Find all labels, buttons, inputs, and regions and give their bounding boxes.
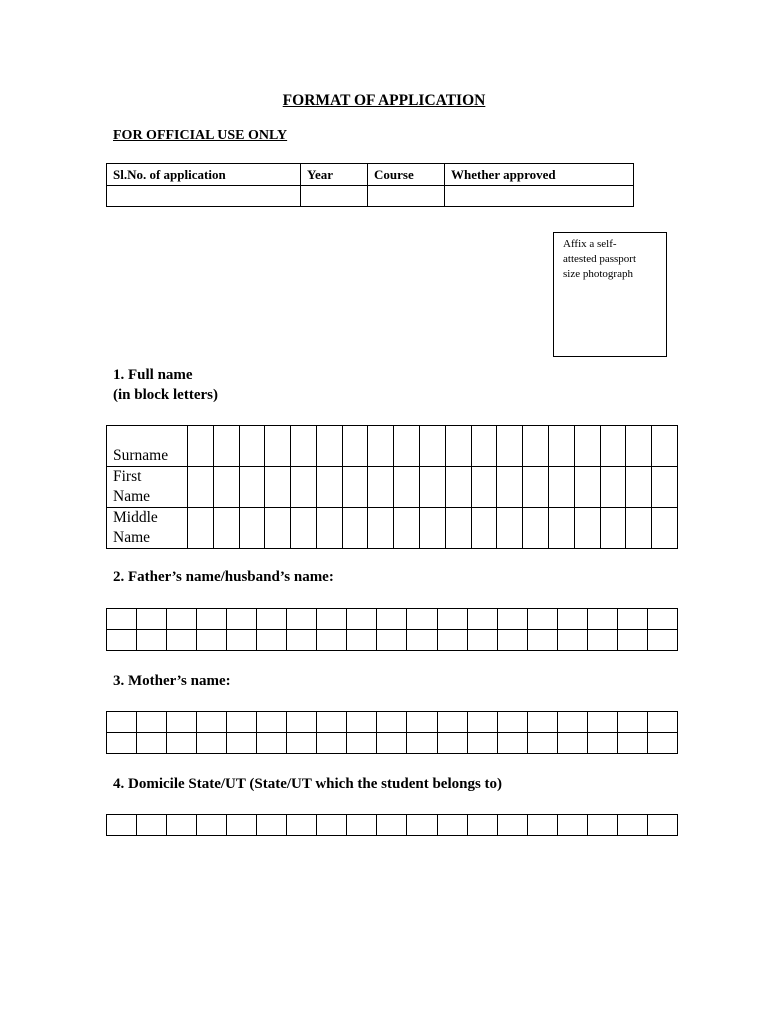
- official-use-header-row: [107, 164, 634, 186]
- letter-box[interactable]: [407, 609, 437, 630]
- letter-box[interactable]: [227, 630, 257, 651]
- letter-box[interactable]: [265, 508, 291, 549]
- letter-box[interactable]: [107, 815, 137, 836]
- photograph-box[interactable]: [553, 232, 667, 357]
- letter-box[interactable]: [167, 712, 197, 733]
- domicile-grid: [106, 814, 678, 836]
- letter-box[interactable]: [471, 426, 497, 467]
- middle-name-label-line2: Name: [113, 529, 151, 546]
- letter-box[interactable]: [407, 712, 437, 733]
- letter-box[interactable]: [257, 733, 287, 754]
- letter-box[interactable]: [316, 467, 342, 508]
- letter-box[interactable]: [137, 733, 167, 754]
- letter-box[interactable]: [377, 609, 407, 630]
- letter-box[interactable]: [197, 733, 227, 754]
- photo-instruction-line1: Affix a self-: [563, 238, 617, 250]
- question-full-name-label: 1. Full name: [113, 367, 193, 383]
- letter-box[interactable]: [317, 630, 347, 651]
- letter-box[interactable]: [197, 609, 227, 630]
- letter-box[interactable]: [523, 508, 549, 549]
- letter-box[interactable]: [316, 508, 342, 549]
- letter-box[interactable]: [471, 508, 497, 549]
- first-name-label: [107, 467, 188, 508]
- letter-box[interactable]: [347, 630, 377, 651]
- first-name-label-line2: Name: [113, 488, 151, 505]
- letter-box[interactable]: [342, 467, 368, 508]
- letter-box[interactable]: [377, 630, 407, 651]
- letter-box[interactable]: [227, 712, 257, 733]
- letter-box[interactable]: [527, 815, 557, 836]
- middle-name-row: [107, 508, 678, 549]
- letter-box[interactable]: [342, 426, 368, 467]
- letter-box[interactable]: [647, 630, 677, 651]
- letter-box[interactable]: [467, 712, 497, 733]
- year-cell[interactable]: [301, 186, 368, 207]
- photo-instruction-line3: size photograph: [563, 268, 633, 280]
- letter-box[interactable]: [527, 630, 557, 651]
- photo-instruction-line2: attested passport: [563, 253, 637, 265]
- letter-box[interactable]: [471, 467, 497, 508]
- letter-box[interactable]: [587, 630, 617, 651]
- surname-row: [107, 426, 678, 467]
- letter-box[interactable]: [587, 609, 617, 630]
- letter-box[interactable]: [257, 815, 287, 836]
- letter-box[interactable]: [368, 508, 394, 549]
- letter-box[interactable]: [347, 733, 377, 754]
- letter-box[interactable]: [213, 508, 239, 549]
- letter-box[interactable]: [420, 467, 446, 508]
- letter-box[interactable]: [368, 467, 394, 508]
- letter-box[interactable]: [377, 733, 407, 754]
- letter-box[interactable]: [265, 426, 291, 467]
- letter-box[interactable]: [107, 733, 137, 754]
- form-title: FORMAT OF APPLICATION: [282, 92, 486, 109]
- letter-box[interactable]: [197, 815, 227, 836]
- letter-box[interactable]: [574, 508, 600, 549]
- letter-box[interactable]: [587, 815, 617, 836]
- letter-box[interactable]: [557, 815, 587, 836]
- letter-box[interactable]: [167, 630, 197, 651]
- letter-box[interactable]: [347, 712, 377, 733]
- letter-box[interactable]: [557, 630, 587, 651]
- domicile-row: [107, 815, 678, 836]
- letter-box[interactable]: [287, 609, 317, 630]
- question-mother-name: 3. Mother’s name:: [113, 673, 231, 689]
- letter-box[interactable]: [497, 467, 523, 508]
- letter-box[interactable]: [548, 467, 574, 508]
- letter-box[interactable]: [407, 815, 437, 836]
- letter-box[interactable]: [197, 712, 227, 733]
- letter-box[interactable]: [287, 733, 317, 754]
- col-course: Course: [368, 164, 445, 186]
- official-use-table: [106, 163, 634, 207]
- letter-box[interactable]: [227, 733, 257, 754]
- letter-box[interactable]: [213, 426, 239, 467]
- letter-box[interactable]: [377, 815, 407, 836]
- letter-box[interactable]: [227, 609, 257, 630]
- col-sl-no: Sl.No. of application: [107, 164, 301, 186]
- letter-box[interactable]: [437, 733, 467, 754]
- letter-box[interactable]: [617, 733, 647, 754]
- letter-box[interactable]: [574, 467, 600, 508]
- letter-box[interactable]: [317, 815, 347, 836]
- letter-box[interactable]: [445, 508, 471, 549]
- letter-box[interactable]: [137, 630, 167, 651]
- letter-box[interactable]: [239, 508, 265, 549]
- letter-box[interactable]: [291, 467, 317, 508]
- letter-box[interactable]: [107, 609, 137, 630]
- letter-box[interactable]: [257, 609, 287, 630]
- letter-box[interactable]: [497, 508, 523, 549]
- letter-box[interactable]: [527, 712, 557, 733]
- letter-box[interactable]: [652, 508, 678, 549]
- first-name-label-line1: First: [113, 468, 142, 485]
- letter-box[interactable]: [647, 609, 677, 630]
- letter-box[interactable]: [497, 609, 527, 630]
- letter-box[interactable]: [287, 712, 317, 733]
- letter-box[interactable]: [257, 630, 287, 651]
- letter-box[interactable]: [291, 508, 317, 549]
- mother-name-row-1: [107, 712, 678, 733]
- letter-box[interactable]: [257, 712, 287, 733]
- letter-box[interactable]: [107, 630, 137, 651]
- letter-box[interactable]: [239, 426, 265, 467]
- letter-box[interactable]: [600, 467, 626, 508]
- letter-box[interactable]: [445, 467, 471, 508]
- letter-box[interactable]: [437, 609, 467, 630]
- letter-box[interactable]: [213, 467, 239, 508]
- letter-box[interactable]: [377, 712, 407, 733]
- letter-box[interactable]: [467, 733, 497, 754]
- letter-box[interactable]: [557, 733, 587, 754]
- letter-box[interactable]: [197, 630, 227, 651]
- question-father-husband-name: 2. Father’s name/husband’s name:: [113, 569, 334, 585]
- first-name-row: [107, 467, 678, 508]
- letter-box[interactable]: [548, 426, 574, 467]
- letter-box[interactable]: [137, 815, 167, 836]
- letter-box[interactable]: [557, 609, 587, 630]
- letter-box[interactable]: [557, 712, 587, 733]
- letter-box[interactable]: [437, 815, 467, 836]
- letter-box[interactable]: [317, 609, 347, 630]
- letter-box[interactable]: [394, 426, 420, 467]
- letter-box[interactable]: [167, 733, 197, 754]
- letter-box[interactable]: [497, 815, 527, 836]
- letter-box[interactable]: [167, 609, 197, 630]
- surname-label-text: Surname: [113, 447, 169, 464]
- letter-box[interactable]: [265, 467, 291, 508]
- letter-box[interactable]: [467, 630, 497, 651]
- letter-box[interactable]: [188, 508, 214, 549]
- full-name-grid: [106, 425, 678, 549]
- letter-box[interactable]: [394, 508, 420, 549]
- letter-box[interactable]: [394, 467, 420, 508]
- mother-name-row-2: [107, 733, 678, 754]
- middle-name-label-line1: Middle: [113, 509, 158, 526]
- letter-box[interactable]: [497, 733, 527, 754]
- letter-box[interactable]: [626, 508, 652, 549]
- course-cell[interactable]: [368, 186, 445, 207]
- col-year: Year: [301, 164, 368, 186]
- question-domicile-state: 4. Domicile State/UT (State/UT which the student belongs to): [113, 776, 503, 792]
- letter-box[interactable]: [497, 712, 527, 733]
- letter-box[interactable]: [316, 426, 342, 467]
- letter-box[interactable]: [617, 609, 647, 630]
- mother-name-grid: [106, 711, 678, 754]
- middle-name-label: [107, 508, 188, 549]
- letter-box[interactable]: [574, 426, 600, 467]
- father-name-row-2: [107, 630, 678, 651]
- letter-box[interactable]: [445, 426, 471, 467]
- letter-box[interactable]: [239, 467, 265, 508]
- letter-box[interactable]: [291, 426, 317, 467]
- letter-box[interactable]: [548, 508, 574, 549]
- letter-box[interactable]: [626, 426, 652, 467]
- letter-box[interactable]: [227, 815, 257, 836]
- letter-box[interactable]: [617, 630, 647, 651]
- father-name-grid: [106, 608, 678, 651]
- letter-box[interactable]: [437, 630, 467, 651]
- letter-box[interactable]: [347, 609, 377, 630]
- letter-box[interactable]: [467, 609, 497, 630]
- letter-box[interactable]: [407, 733, 437, 754]
- letter-box[interactable]: [626, 467, 652, 508]
- letter-box[interactable]: [137, 609, 167, 630]
- letter-box[interactable]: [137, 712, 167, 733]
- letter-box[interactable]: [407, 630, 437, 651]
- letter-box[interactable]: [467, 815, 497, 836]
- letter-box[interactable]: [647, 712, 677, 733]
- letter-box[interactable]: [107, 712, 137, 733]
- question-full-name: [113, 365, 218, 405]
- surname-label: [107, 426, 188, 467]
- letter-box[interactable]: [497, 630, 527, 651]
- letter-box[interactable]: [188, 426, 214, 467]
- letter-box[interactable]: [617, 712, 647, 733]
- letter-box[interactable]: [188, 467, 214, 508]
- official-use-heading: FOR OFFICIAL USE ONLY: [113, 128, 288, 143]
- approved-cell[interactable]: [445, 186, 634, 207]
- letter-box[interactable]: [600, 426, 626, 467]
- letter-box[interactable]: [652, 467, 678, 508]
- sl-no-cell[interactable]: [107, 186, 301, 207]
- letter-box[interactable]: [368, 426, 394, 467]
- letter-box[interactable]: [527, 609, 557, 630]
- letter-box[interactable]: [167, 815, 197, 836]
- letter-box[interactable]: [287, 630, 317, 651]
- letter-box[interactable]: [523, 426, 549, 467]
- letter-box[interactable]: [437, 712, 467, 733]
- letter-box[interactable]: [600, 508, 626, 549]
- letter-box[interactable]: [647, 733, 677, 754]
- letter-box[interactable]: [587, 712, 617, 733]
- letter-box[interactable]: [347, 815, 377, 836]
- letter-box[interactable]: [420, 508, 446, 549]
- letter-box[interactable]: [587, 733, 617, 754]
- letter-box[interactable]: [527, 733, 557, 754]
- letter-box[interactable]: [317, 712, 347, 733]
- letter-box[interactable]: [497, 426, 523, 467]
- official-use-entry-row: [107, 186, 634, 207]
- col-whether-approved: Whether approved: [445, 164, 634, 186]
- father-name-row-1: [107, 609, 678, 630]
- letter-box[interactable]: [420, 426, 446, 467]
- letter-box[interactable]: [317, 733, 347, 754]
- question-full-name-hint: (in block letters): [113, 387, 218, 403]
- letter-box[interactable]: [523, 467, 549, 508]
- letter-box[interactable]: [647, 815, 677, 836]
- letter-box[interactable]: [617, 815, 647, 836]
- letter-box[interactable]: [652, 426, 678, 467]
- letter-box[interactable]: [287, 815, 317, 836]
- letter-box[interactable]: [342, 508, 368, 549]
